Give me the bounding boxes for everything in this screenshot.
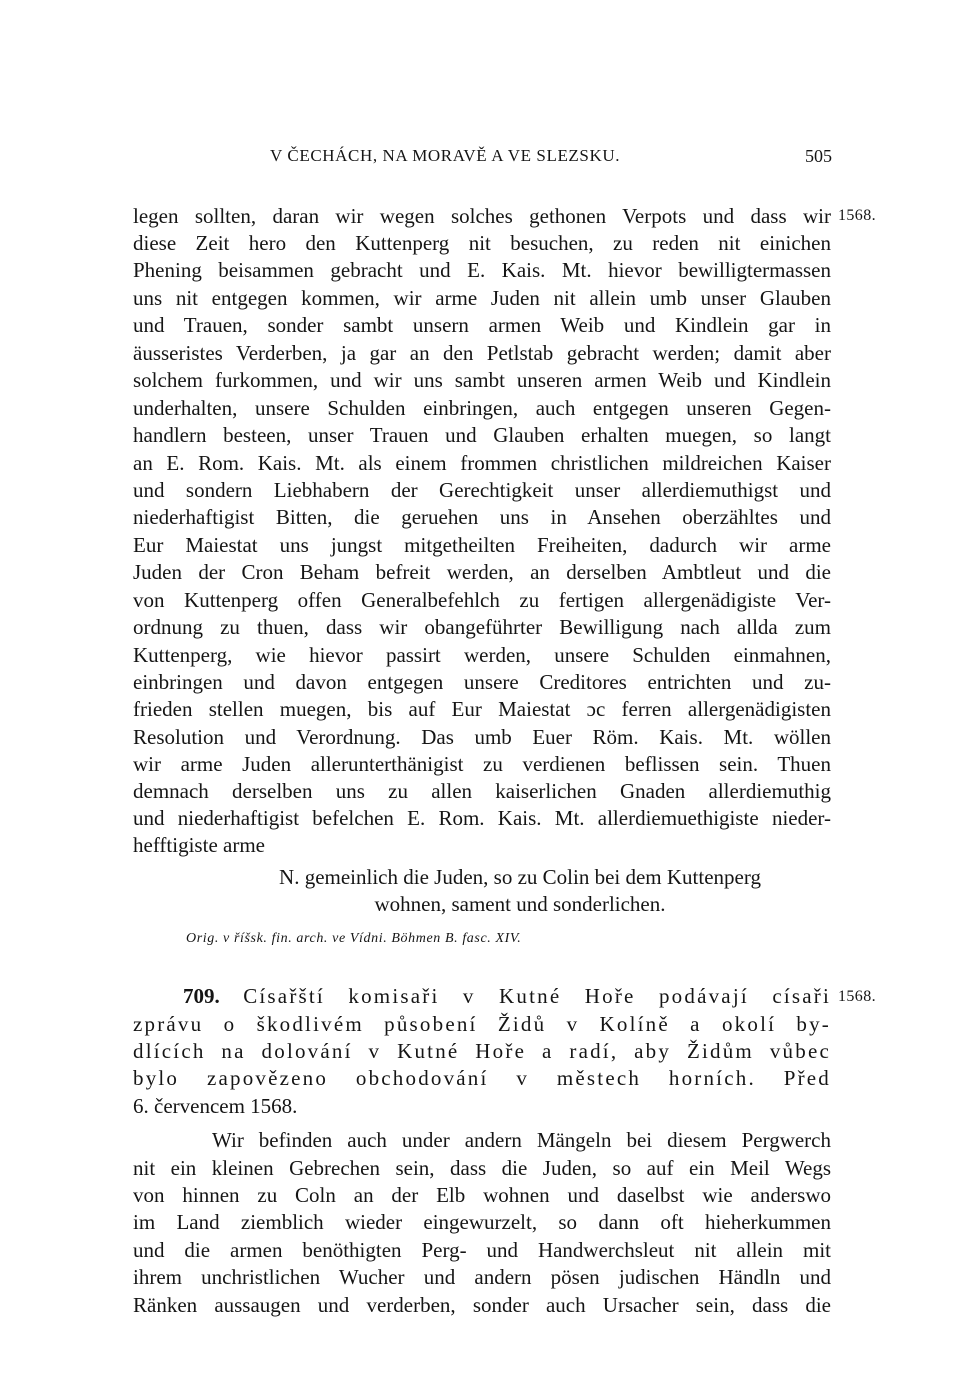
page-number: 505 xyxy=(805,146,832,166)
text-line: Juden der Cron Beham befreit werden, an derselben Ambtleut und die xyxy=(133,560,831,584)
text-line: und niederhaftigist befelchen E. Rom. Kais. Mt. allerdiemuethigiste nieder- xyxy=(133,806,831,830)
text-line: und die armen benöthigten Perg- und Handwerchsleut nit allein mit xyxy=(133,1238,831,1262)
text-line: frieden stellen muegen, bis auf Eur Maiestat ɔc ferren allergenädigisten xyxy=(133,697,831,721)
text-line: und sondern Liebhabern der Gerechtigkeit unser allerdiemuthigst und xyxy=(133,478,831,502)
text-line: Wir befinden auch under andern Mängeln bei diesem Pergwerch xyxy=(212,1128,831,1152)
document-number: 709. xyxy=(183,984,220,1008)
margin-year: 1568. xyxy=(838,988,876,1005)
signature-line: N. gemeinlich die Juden, so zu Colin bei dem Kuttenperg xyxy=(279,865,761,889)
text-line: demnach derselben uns zu allen kaiserlichen Gnaden allerdiemuthig xyxy=(133,779,831,803)
text-line: niederhaftigist Bitten, die geruehen uns in Ansehen oberzähltes und xyxy=(133,505,831,529)
heading-line: zprávu o škodlivém působení Židů v Kolíně a okolí by- xyxy=(133,1012,831,1036)
text-line: diese Zeit hero den Kuttenperg nit besuchen, zu reden nit einichen xyxy=(133,231,831,255)
signature-line: wohnen, sament und sonderlichen. xyxy=(374,892,666,916)
text-line: von hinnen zu Coln an der Elb wohnen und daselbst wie anderswo xyxy=(133,1183,831,1207)
text-line: handlern besteen, unser Trauen und Glauben erhalten muegen, so langt xyxy=(133,423,831,447)
source-citation: Orig. v říšsk. fin. arch. ve Vídni. Böhmen B. fasc. XIV. xyxy=(186,931,522,946)
running-header xyxy=(270,146,832,174)
margin-year: 1568. xyxy=(838,207,876,224)
heading-line: bylo zapovězeno obchodování v městech horních. Před xyxy=(133,1066,831,1090)
text-line: solchem furkommen, und wir uns sambt unseren armen Weib und Kindlein xyxy=(133,368,831,392)
text-line: wir arme Juden allerunterthänigist zu verdienen beflissen sein. Thuen xyxy=(133,752,831,776)
running-title: V ČECHÁCH, NA MORAVĚ A VE SLEZSKU. xyxy=(270,146,621,165)
text-line: ordnung zu thuen, dass wir obangeführter Bewilligung nach allda zum xyxy=(133,615,831,639)
text-line: im Land ziemblich wieder eingewurzelt, so dann oft hieherkummen xyxy=(133,1210,831,1234)
heading-text: Císařští komisaři v Kutné Hoře podávají císaři xyxy=(243,984,831,1008)
text-line: nit ein kleinen Gebrechen sein, dass die Juden, so auf ein Meil Wegs xyxy=(133,1156,831,1180)
text-line: Ränken aussaugen und verderben, sonder auch Ursacher sein, dass die xyxy=(133,1293,831,1317)
text-line: underhalten, unsere Schulden einbringen, auch entgegen unseren Gegen- xyxy=(133,396,831,420)
date-line: 6. červencem 1568. xyxy=(133,1094,298,1118)
text-line: Phening beisammen gebracht und E. Kais. Mt. hievor bewilligtermassen xyxy=(133,258,831,282)
text-line: legen sollten, daran wir wegen solches gethonen Verpots und dass wir xyxy=(133,204,831,228)
text-line: uns nit entgegen kommen, wir arme Juden nit allein umb unser Glauben xyxy=(133,286,831,310)
text-line: und Trauen, sonder sambt unsern armen Weib und Kindlein gar in xyxy=(133,313,831,337)
text-line: hefftigiste arme xyxy=(133,833,265,857)
text-line: äusseristes Verderben, ja gar an den Petlstab gebracht werden; damit aber xyxy=(133,341,831,365)
text-line: Eur Maiestat uns jungst mitgetheilten Freiheiten, dadurch wir arme xyxy=(133,533,831,557)
heading-line: dlících na dolování v Kutné Hoře a radí, aby Židům vůbec xyxy=(133,1039,831,1063)
heading-line xyxy=(183,983,831,1010)
text-line: einbringen und davon entgegen unsere Creditores entrichten und zu- xyxy=(133,670,831,694)
text-line: Kuttenperg, wie hievor passirt werden, unsere Schulden einmahnen, xyxy=(133,643,831,667)
text-line: Resolution und Verordnung. Das umb Euer Röm. Kais. Mt. wöllen xyxy=(133,725,831,749)
text-line: an E. Rom. Kais. Mt. als einem frommen christlichen mildreichen Kaiser xyxy=(133,451,831,475)
text-line: von Kuttenperg offen Generalbefehlch zu fertigen allergenädigiste Ver- xyxy=(133,588,831,612)
text-line: ihrem unchristlichen Wucher und andern pösen judischen Händln und xyxy=(133,1265,831,1289)
